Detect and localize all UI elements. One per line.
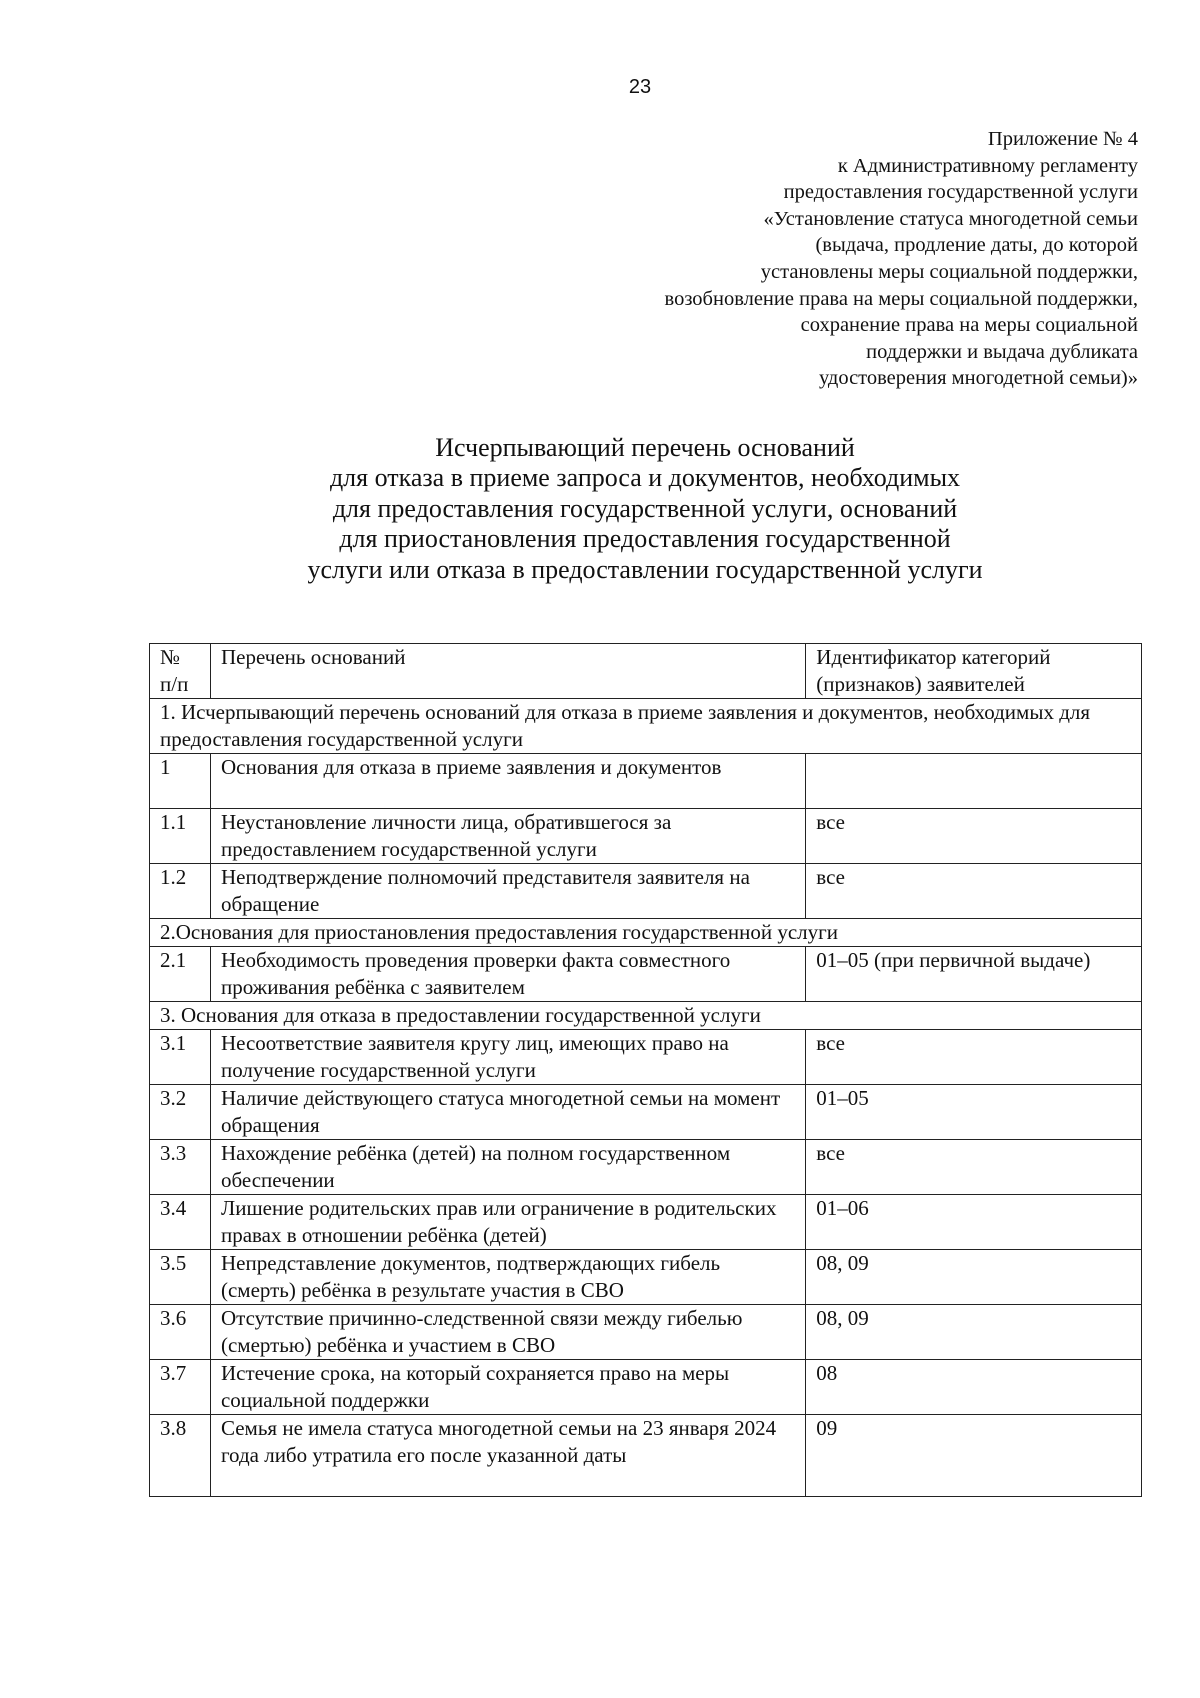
title-line: для приостановления предоставления государственной [339, 524, 951, 554]
row-text: Основания для отказа в приеме заявления и документов [210, 754, 805, 809]
row-identifier: 09 [806, 1415, 1142, 1497]
row-num: 1.1 [150, 809, 211, 864]
table-row [150, 1030, 1142, 1085]
title-line: для предоставления государственной услуги, оснований [332, 493, 958, 523]
row-num: 3.2 [150, 1085, 211, 1140]
table-row [150, 1140, 1142, 1195]
title-line: услуги или отказа в предоставлении государственной услуги [307, 554, 983, 584]
row-identifier: 01–05 [806, 1085, 1142, 1140]
table-row [150, 1085, 1142, 1140]
row-text: Неустановление личности лица, обратившегося за предоставлением государственной услуги [210, 809, 805, 864]
row-text: Необходимость проведения проверки факта совместного проживания ребёнка с заявителем [210, 947, 805, 1002]
appendix-line: (выдача, продление даты, до которой [815, 234, 1138, 257]
table-row [150, 864, 1142, 919]
row-text: Отсутствие причинно-следственной связи между гибелью (смертью) ребёнка и участием в СВО [210, 1305, 805, 1360]
table-row [150, 1195, 1142, 1250]
section-heading-row [150, 1002, 1142, 1030]
row-num: 3.7 [150, 1360, 211, 1415]
row-text: Непредставление документов, подтверждающих гибель (смерть) ребёнка в результате участия в СВО [210, 1250, 805, 1305]
row-num: 3.3 [150, 1140, 211, 1195]
section-heading: 3. Основания для отказа в предоставлении государственной услуги [150, 1002, 1142, 1030]
section-heading-row [150, 919, 1142, 947]
row-text: Неподтверждение полномочий представителя заявителя на обращение [210, 864, 805, 919]
header-num: № п/п [150, 644, 211, 699]
row-text: Несоответствие заявителя кругу лиц, имеющих право на получение государственной услуги [210, 1030, 805, 1085]
row-identifier: все [806, 864, 1142, 919]
row-identifier: все [806, 1030, 1142, 1085]
row-num: 3.5 [150, 1250, 211, 1305]
appendix-line: удостоверения многодетной семьи)» [818, 367, 1138, 390]
table-row [150, 947, 1142, 1002]
appendix-line: сохранение права на меры социальной [800, 314, 1138, 337]
row-text: Семья не имела статуса многодетной семьи на 23 января 2024 года либо утратила его после указанной даты [210, 1415, 805, 1497]
header-identifier: Идентификатор категорий (признаков) заявителей [806, 644, 1142, 699]
row-identifier: 01–06 [806, 1195, 1142, 1250]
appendix-line: возобновление права на меры социальной поддержки, [664, 287, 1138, 310]
page-number: 23 [628, 76, 652, 98]
appendix-line: «Установление статуса многодетной семьи [763, 207, 1138, 230]
appendix-line: к Административному регламенту [837, 154, 1138, 177]
table-row [150, 1415, 1142, 1497]
section-heading: 2.Основания для приостановления предоставления государственной услуги [150, 919, 1142, 947]
appendix-line: Приложение № 4 [987, 128, 1138, 150]
row-text: Нахождение ребёнка (детей) на полном государственном обеспечении [210, 1140, 805, 1195]
row-identifier [806, 754, 1142, 809]
section-heading: 1. Исчерпывающий перечень оснований для отказа в приеме заявления и документов, необходимых для предоставления государственной услуги [150, 699, 1142, 754]
appendix-line: предоставления государственной услуги [783, 181, 1138, 204]
table-row [150, 1305, 1142, 1360]
row-num: 1.2 [150, 864, 211, 919]
row-num: 3.4 [150, 1195, 211, 1250]
row-text: Лишение родительских прав или ограничение в родительских правах в отношении ребёнка (детей) [210, 1195, 805, 1250]
header-grounds: Перечень оснований [210, 644, 805, 699]
section-heading-row [150, 699, 1142, 754]
row-num: 3.1 [150, 1030, 211, 1085]
table-row [150, 809, 1142, 864]
row-num: 1 [150, 754, 211, 809]
grounds-table [149, 643, 1142, 1497]
row-identifier: 01–05 (при первичной выдаче) [806, 947, 1142, 1002]
table-row [150, 754, 1142, 809]
row-identifier: все [806, 809, 1142, 864]
table-header-row [150, 644, 1142, 699]
row-num: 3.6 [150, 1305, 211, 1360]
row-identifier: все [806, 1140, 1142, 1195]
table-row [150, 1360, 1142, 1415]
appendix-reference [665, 126, 1138, 392]
title-line: для отказа в приеме запроса и документов, необходимых [329, 463, 961, 493]
table-row [150, 1250, 1142, 1305]
document-title [0, 433, 1200, 585]
row-num: 2.1 [150, 947, 211, 1002]
title-line: Исчерпывающий перечень оснований [435, 433, 855, 462]
row-text: Истечение срока, на который сохраняется право на меры социальной поддержки [210, 1360, 805, 1415]
row-identifier: 08 [806, 1360, 1142, 1415]
row-identifier: 08, 09 [806, 1250, 1142, 1305]
row-identifier: 08, 09 [806, 1305, 1142, 1360]
row-text: Наличие действующего статуса многодетной семьи на момент обращения [210, 1085, 805, 1140]
appendix-line: поддержки и выдача дубликата [866, 340, 1138, 363]
row-num: 3.8 [150, 1415, 211, 1497]
appendix-line: установлены меры социальной поддержки, [760, 260, 1138, 283]
